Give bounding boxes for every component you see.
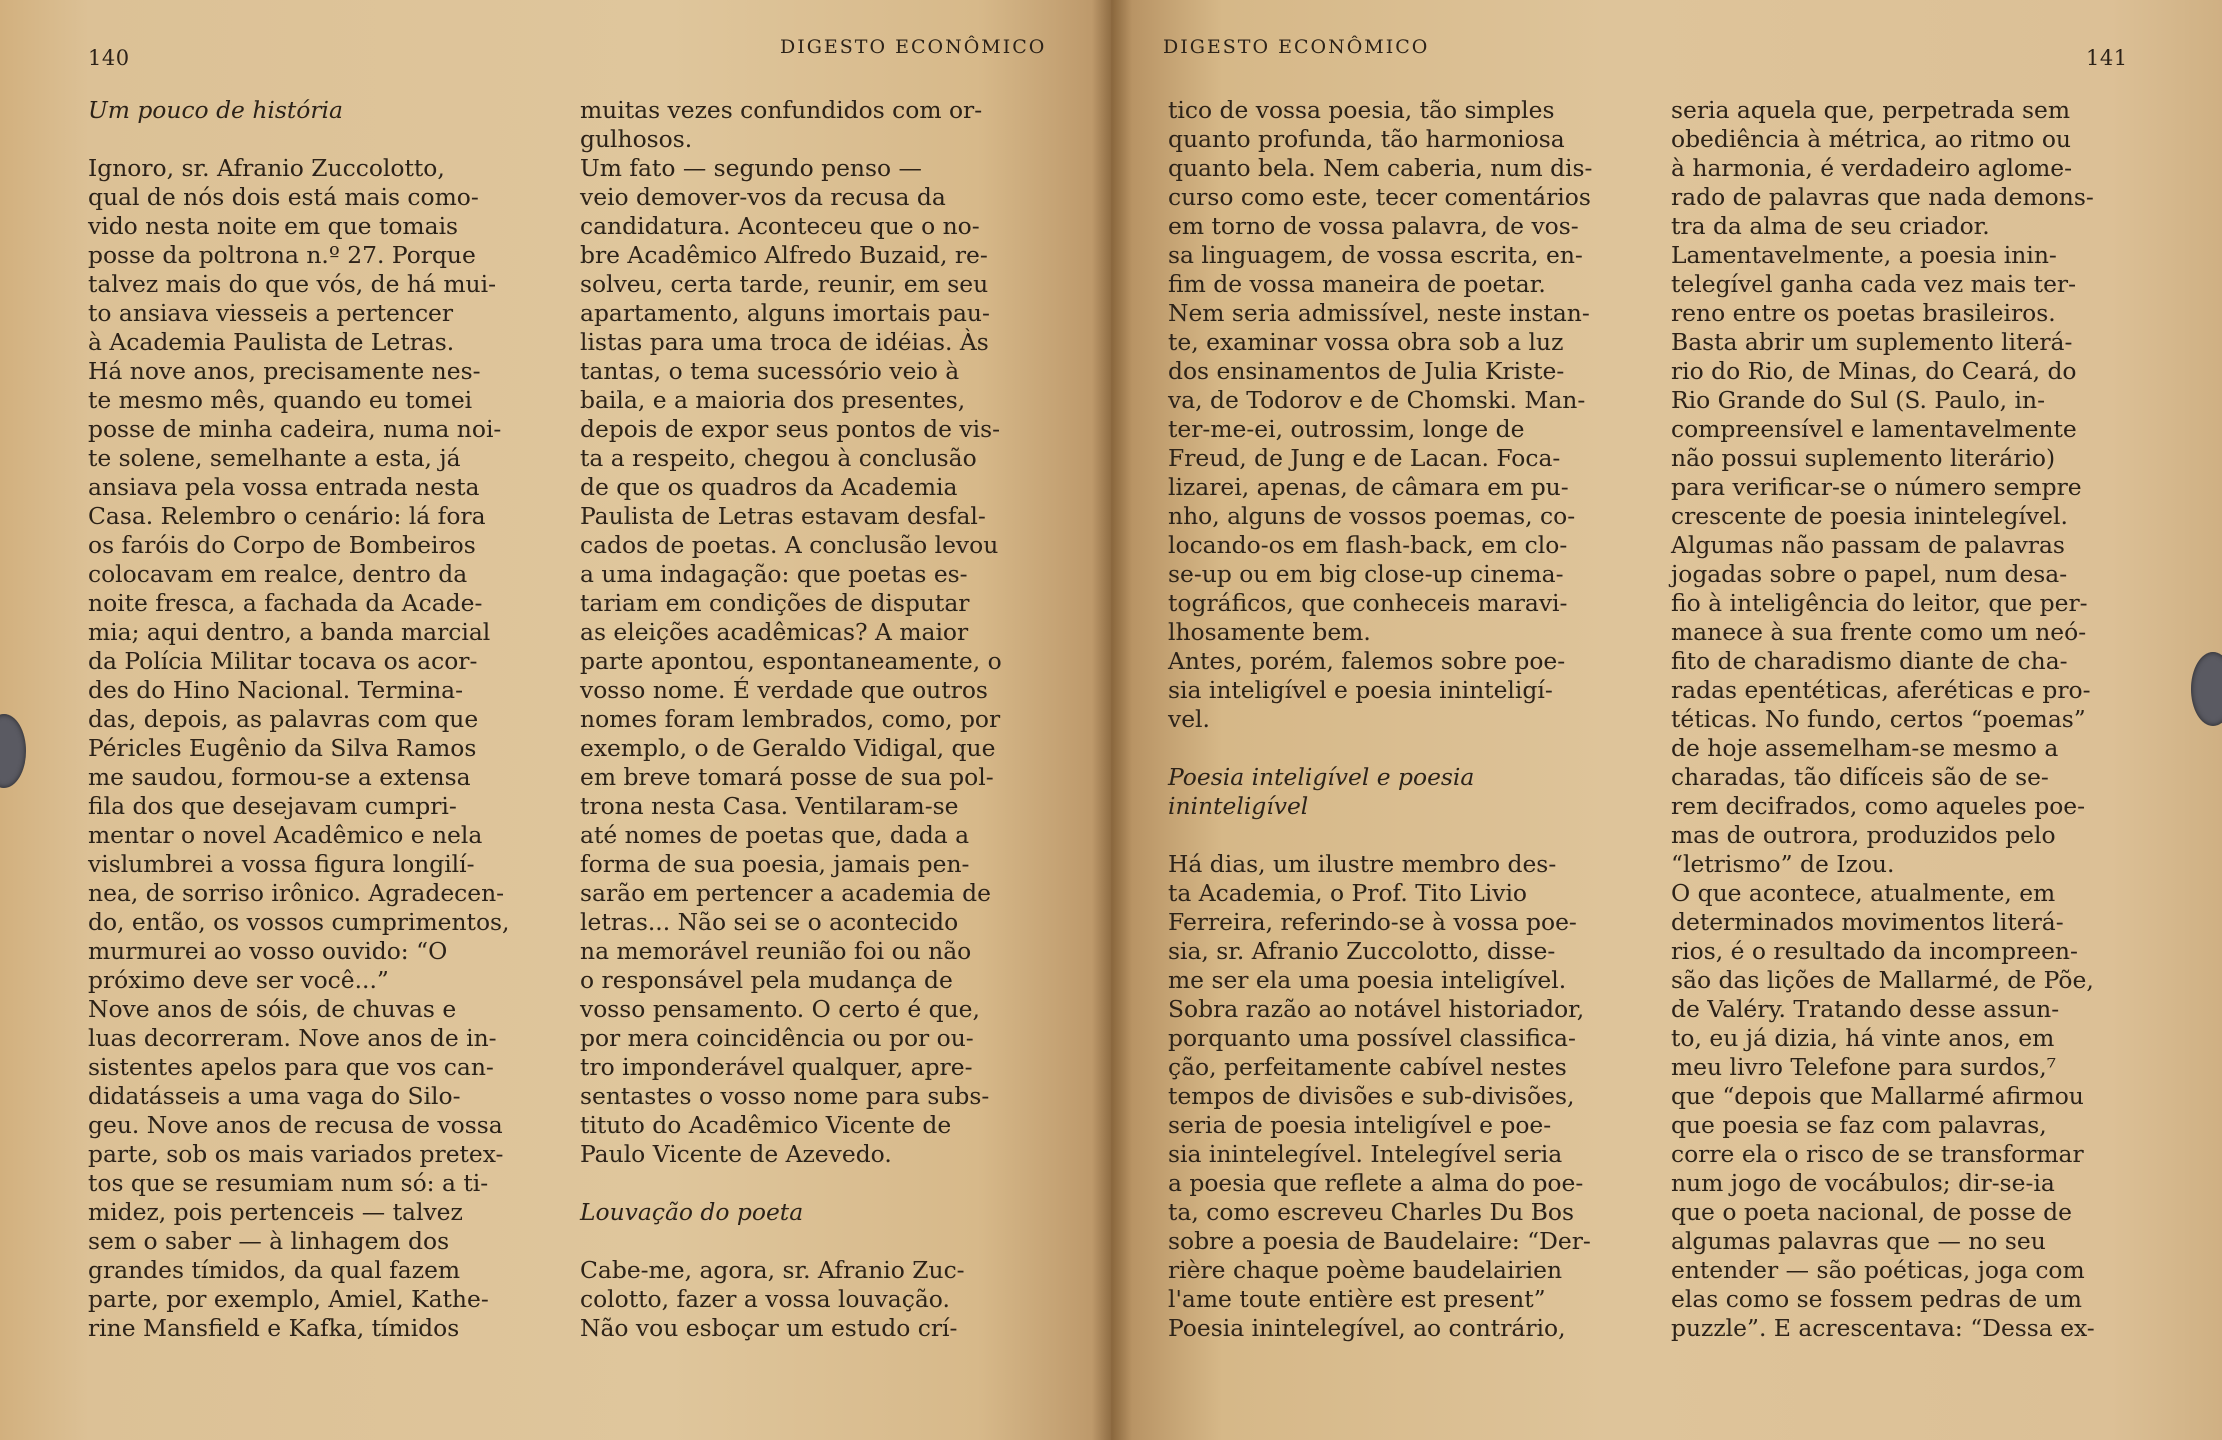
- text-line: até nomes de poetas que, dada a: [580, 821, 970, 849]
- text-line: te, examinar vossa obra sob a luz: [1168, 328, 1564, 356]
- text-line: muitas vezes confundidos com or-: [580, 96, 983, 124]
- page-number: 141: [2086, 46, 2128, 70]
- text-line: tempos de divisões e sub-divisões,: [1168, 1082, 1575, 1110]
- text-line: de Valéry. Tratando desse assun-: [1671, 995, 2060, 1023]
- text-line: colocavam em realce, dentro da: [88, 560, 468, 588]
- text-line: se-up ou em big close-up cinema-: [1168, 560, 1564, 588]
- text-line: nea, de sorriso irônico. Agradecen-: [88, 879, 505, 907]
- text-line: sentastes o vosso nome para subs-: [580, 1082, 990, 1110]
- text-line: puzzle”. E acrescentava: “Dessa ex-: [1671, 1314, 2095, 1342]
- text-line: tituto do Acadêmico Vicente de: [580, 1111, 952, 1139]
- text-line: sobre a poesia de Baudelaire: “Der-: [1168, 1227, 1591, 1255]
- text-line: Ferreira, referindo-se à vossa poe-: [1168, 908, 1577, 936]
- text-line: charadas, tão difíceis são de se-: [1671, 763, 2049, 791]
- running-header: DIGESTO ECONÔMICO: [780, 36, 1047, 58]
- text-line: sia inintelegível. Intelegível seria: [1168, 1140, 1563, 1168]
- text-line: seria de poesia inteligível e poe-: [1168, 1111, 1552, 1139]
- text-line: rios, é o resultado da incompreen-: [1671, 937, 2078, 965]
- text-line: Algumas não passam de palavras: [1671, 531, 2065, 559]
- text-line: luas decorreram. Nove anos de in-: [88, 1024, 497, 1052]
- text-line: não possui suplemento literário): [1671, 444, 2056, 472]
- text-line: sem o saber — à linhagem dos: [88, 1227, 450, 1255]
- text-line: didatásseis a uma vaga do Silo-: [88, 1082, 461, 1110]
- text-line: Cabe-me, agora, sr. Afranio Zuc-: [580, 1256, 965, 1284]
- text-line: listas para uma troca de idéias. Às: [580, 328, 989, 356]
- text-line: va, de Todorov e de Chomski. Man-: [1168, 386, 1586, 414]
- text-line: Paulo Vicente de Azevedo.: [580, 1140, 892, 1168]
- text-line: rine Mansfield e Kafka, tímidos: [88, 1314, 460, 1342]
- text-line: sa linguagem, de vossa escrita, en-: [1168, 241, 1583, 269]
- text-line: próximo deve ser você...”: [88, 966, 389, 994]
- text-line: letras... Não sei se o acontecido: [580, 908, 959, 936]
- text-line: manece à sua frente como um neó-: [1671, 618, 2087, 646]
- text-line: depois de expor seus pontos de vis-: [580, 415, 1000, 443]
- text-line: noite fresca, a fachada da Acade-: [88, 589, 483, 617]
- text-line: a poesia que reflete a alma do poe-: [1168, 1169, 1584, 1197]
- running-header: DIGESTO ECONÔMICO: [1163, 36, 1430, 58]
- text-line: ansiava pela vossa entrada nesta: [88, 473, 480, 501]
- text-line: telegível ganha cada vez mais ter-: [1671, 270, 2077, 298]
- text-line: gulhosos.: [580, 125, 693, 153]
- blank-line: [88, 125, 550, 154]
- text-line: tos que se resumiam num só: a ti-: [88, 1169, 489, 1197]
- text-line: to ansiava viesseis a pertencer: [88, 299, 454, 327]
- text-line: te solene, semelhante a esta, já: [88, 444, 461, 472]
- text-line: de que os quadros da Academia: [580, 473, 958, 501]
- text-line: des do Hino Nacional. Termina-: [88, 676, 464, 704]
- text-column-2: [1671, 96, 2151, 1343]
- text-line: nho, alguns de vossos poemas, co-: [1168, 502, 1576, 530]
- text-line: O que acontece, atualmente, em: [1671, 879, 2056, 907]
- text-line: Há dias, um ilustre membro des-: [1168, 850, 1557, 878]
- text-line: veio demover-vos da recusa da: [580, 183, 946, 211]
- text-line: candidatura. Aconteceu que o no-: [580, 212, 980, 240]
- text-line: forma de sua poesia, jamais pen-: [580, 850, 970, 878]
- text-line: Ignoro, sr. Afranio Zuccolotto,: [88, 154, 445, 182]
- text-line: vislumbrei a vossa figura longilí-: [88, 850, 475, 878]
- text-line: baila, e a maioria dos presentes,: [580, 386, 966, 414]
- text-line: tra da alma de seu criador.: [1671, 212, 1990, 240]
- blank-line: [1168, 821, 1653, 850]
- text-line: bre Acadêmico Alfredo Buzaid, re-: [580, 241, 988, 269]
- text-line: posse de minha cadeira, numa noi-: [88, 415, 502, 443]
- book-gutter: [1092, 0, 1132, 1440]
- text-line: me saudou, formou-se a extensa: [88, 763, 471, 791]
- text-line: talvez mais do que vós, de há mui-: [88, 270, 496, 298]
- text-line: rado de palavras que nada demons-: [1671, 183, 2094, 211]
- text-line: das, depois, as palavras com que: [88, 705, 479, 733]
- text-line: sistentes apelos para que vos can-: [88, 1053, 494, 1081]
- text-line: entender — são poéticas, joga com: [1671, 1256, 2085, 1284]
- text-line: “letrismo” de Izou.: [1671, 850, 1895, 878]
- text-line: apartamento, alguns imortais pau-: [580, 299, 990, 327]
- text-line: parte apontou, espontaneamente, o: [580, 647, 1002, 675]
- text-line: meu livro Telefone para surdos,⁷: [1671, 1053, 2057, 1081]
- text-line: fim de vossa maneira de poetar.: [1168, 270, 1546, 298]
- text-line: num jogo de vocábulos; dir-se-ia: [1671, 1169, 2055, 1197]
- text-line: as eleições acadêmicas? A maior: [580, 618, 969, 646]
- blank-line: [1168, 734, 1653, 763]
- text-line: ter-me-ei, outrossim, longe de: [1168, 415, 1525, 443]
- text-line: vel.: [1168, 705, 1210, 733]
- text-line: da Polícia Militar tocava os acor-: [88, 647, 478, 675]
- text-line: Basta abrir um suplemento literá-: [1671, 328, 2073, 356]
- text-line: lizarei, apenas, de câmara em pu-: [1168, 473, 1569, 501]
- text-line: curso como este, tecer comentários: [1168, 183, 1591, 211]
- text-line: Antes, porém, falemos sobre poe-: [1168, 647, 1566, 675]
- text-line: mas de outrora, produzidos pelo: [1671, 821, 2056, 849]
- text-line: que o poeta nacional, de posse de: [1671, 1198, 2072, 1226]
- text-line: te mesmo mês, quando eu tomei: [88, 386, 473, 414]
- text-line: vosso nome. É verdade que outros: [580, 676, 988, 704]
- text-line: obediência à métrica, ao ritmo ou: [1671, 125, 2071, 153]
- section-heading: Poesia inteligível e poesia: [1168, 763, 1475, 791]
- text-line: mentar o novel Acadêmico e nela: [88, 821, 483, 849]
- text-line: vosso pensamento. O certo é que,: [580, 995, 980, 1023]
- right-page: [1111, 0, 2222, 1440]
- punch-hole: [0, 714, 26, 788]
- text-line: tográficos, que conheceis maravi-: [1168, 589, 1568, 617]
- text-line: à harmonia, é verdadeiro aglome-: [1671, 154, 2073, 182]
- section-heading: Louvação do poeta: [580, 1198, 804, 1226]
- text-line: à Academia Paulista de Letras.: [88, 328, 455, 356]
- text-line: nomes foram lembrados, como, por: [580, 705, 1001, 733]
- text-line: to, eu já dizia, há vinte anos, em: [1671, 1024, 2055, 1052]
- text-line: do, então, os vossos cumprimentos,: [88, 908, 510, 936]
- text-line: jogadas sobre o papel, num desa-: [1671, 560, 2068, 588]
- text-line: fito de charadismo diante de cha-: [1671, 647, 2068, 675]
- text-line: corre ela o risco de se transformar: [1671, 1140, 2084, 1168]
- text-line: em breve tomará posse de sua pol-: [580, 763, 994, 791]
- page-number: 140: [88, 46, 130, 70]
- text-line: trona nesta Casa. Ventilaram-se: [580, 792, 959, 820]
- text-line: Sobra razão ao notável historiador,: [1168, 995, 1585, 1023]
- text-line: determinados movimentos literá-: [1671, 908, 2064, 936]
- text-line: sarão em pertencer a academia de: [580, 879, 991, 907]
- text-line: solveu, certa tarde, reunir, em seu: [580, 270, 989, 298]
- text-line: ta, como escreveu Charles Du Bos: [1168, 1198, 1575, 1226]
- text-line: fila dos que desejavam cumpri-: [88, 792, 457, 820]
- text-line: que poesia se faz com palavras,: [1671, 1111, 2047, 1139]
- text-line: são das lições de Mallarmé, de Põe,: [1671, 966, 2094, 994]
- text-line: Rio Grande do Sul (S. Paulo, in-: [1671, 386, 2045, 414]
- text-line: Casa. Relembro o cenário: lá fora: [88, 502, 486, 530]
- text-line: tico de vossa poesia, tão simples: [1168, 96, 1555, 124]
- text-line: ção, perfeitamente cabível nestes: [1168, 1053, 1567, 1081]
- text-line: que “depois que Mallarmé afirmou: [1671, 1082, 2084, 1110]
- section-heading: Um pouco de história: [88, 96, 343, 124]
- text-line: na memorável reunião foi ou não: [580, 937, 972, 965]
- text-line: Paulista de Letras estavam desfal-: [580, 502, 986, 530]
- text-line: elas como se fossem pedras de um: [1671, 1285, 2082, 1313]
- text-line: cados de poetas. A conclusão levou: [580, 531, 999, 559]
- text-line: Freud, de Jung e de Lacan. Foca-: [1168, 444, 1561, 472]
- text-line: porquanto uma possível classifica-: [1168, 1024, 1576, 1052]
- text-line: rière chaque poème baudelairien: [1168, 1256, 1563, 1284]
- text-line: radas epentéticas, aferéticas e pro-: [1671, 676, 2091, 704]
- punch-hole: [2191, 652, 2222, 726]
- text-line: seria aquela que, perpetrada sem: [1671, 96, 2071, 124]
- text-line: parte, sob os mais variados pretex-: [88, 1140, 504, 1168]
- text-line: mia; aqui dentro, a banda marcial: [88, 618, 491, 646]
- text-line: grandes tímidos, da qual fazem: [88, 1256, 461, 1284]
- text-line: fio à inteligência do leitor, que per-: [1671, 589, 2088, 617]
- text-line: Péricles Eugênio da Silva Ramos: [88, 734, 477, 762]
- text-line: ta Academia, o Prof. Tito Livio: [1168, 879, 1528, 907]
- text-line: me ser ela uma poesia inteligível.: [1168, 966, 1567, 994]
- text-line: de hoje assemelham-se mesmo a: [1671, 734, 2059, 762]
- text-line: qual de nós dois está mais como-: [88, 183, 479, 211]
- text-line: tariam em condições de disputar: [580, 589, 970, 617]
- text-line: posse da poltrona n.º 27. Porque: [88, 241, 476, 269]
- text-line: rio do Rio, de Minas, do Ceará, do: [1671, 357, 2077, 385]
- text-column-1: [1168, 96, 1653, 1343]
- text-line: compreensível e lamentavelmente: [1671, 415, 2077, 443]
- text-line: Nove anos de sóis, de chuvas e: [88, 995, 457, 1023]
- text-line: murmurei ao vosso ouvido: “O: [88, 937, 448, 965]
- text-line: téticas. No fundo, certos “poemas”: [1671, 705, 2086, 733]
- text-line: sia inteligível e poesia ininteligí-: [1168, 676, 1553, 704]
- text-line: tro imponderável qualquer, apre-: [580, 1053, 973, 1081]
- text-line: quanto profunda, tão harmoniosa: [1168, 125, 1565, 153]
- text-line: para verificar-se o número sempre: [1671, 473, 2082, 501]
- text-line: l'ame toute entière est present”: [1168, 1285, 1546, 1313]
- section-heading: ininteligível: [1168, 792, 1309, 820]
- text-line: Não vou esboçar um estudo crí-: [580, 1314, 958, 1342]
- text-line: em torno de vossa palavra, de vos-: [1168, 212, 1579, 240]
- text-column-1: [88, 96, 550, 1343]
- text-line: Há nove anos, precisamente nes-: [88, 357, 481, 385]
- text-line: por mera coincidência ou por ou-: [580, 1024, 974, 1052]
- text-line: lhosamente bem.: [1168, 618, 1371, 646]
- text-line: Lamentavelmente, a poesia inin-: [1671, 241, 2057, 269]
- blank-line: [580, 1227, 1035, 1256]
- text-line: colotto, fazer a vossa louvação.: [580, 1285, 950, 1313]
- text-line: a uma indagação: que poetas es-: [580, 560, 968, 588]
- text-line: o responsável pela mudança de: [580, 966, 953, 994]
- text-line: ta a respeito, chegou à conclusão: [580, 444, 977, 472]
- text-line: reno entre os poetas brasileiros.: [1671, 299, 2056, 327]
- text-line: quanto bela. Nem caberia, num dis-: [1168, 154, 1593, 182]
- text-line: midez, pois pertenceis — talvez: [88, 1198, 463, 1226]
- text-line: rem decifrados, como aqueles poe-: [1671, 792, 2086, 820]
- text-line: locando-os em flash-back, em clo-: [1168, 531, 1568, 559]
- text-line: crescente de poesia inintelegível.: [1671, 502, 2068, 530]
- text-line: Poesia inintelegível, ao contrário,: [1168, 1314, 1566, 1342]
- text-line: vido nesta noite em que tomais: [88, 212, 459, 240]
- text-line: os faróis do Corpo de Bombeiros: [88, 531, 476, 559]
- text-line: Nem seria admissível, neste instan-: [1168, 299, 1590, 327]
- blank-line: [580, 1169, 1035, 1198]
- text-line: dos ensinamentos de Julia Kriste-: [1168, 357, 1565, 385]
- text-line: parte, por exemplo, Amiel, Kathe-: [88, 1285, 489, 1313]
- text-line: algumas palavras que — no seu: [1671, 1227, 2046, 1255]
- text-line: sia, sr. Afranio Zuccolotto, disse-: [1168, 937, 1556, 965]
- text-line: exemplo, o de Geraldo Vidigal, que: [580, 734, 996, 762]
- text-line: Um fato — segundo penso —: [580, 154, 922, 182]
- text-column-2: [580, 96, 1035, 1343]
- text-line: tantas, o tema sucessório veio à: [580, 357, 960, 385]
- text-line: geu. Nove anos de recusa de vossa: [88, 1111, 503, 1139]
